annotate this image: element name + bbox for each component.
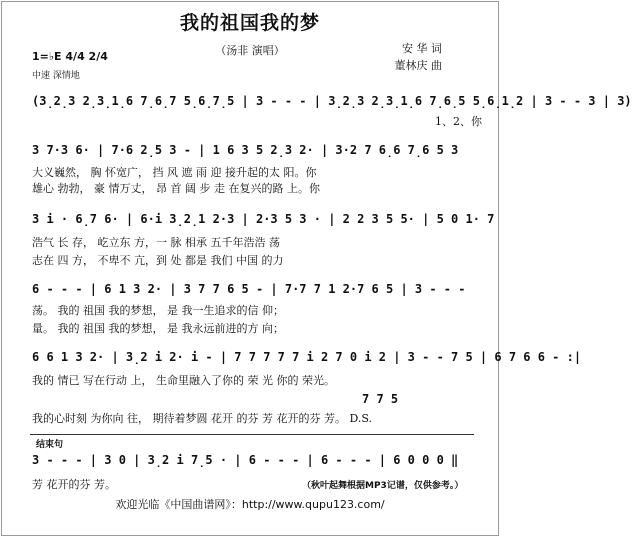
notation-line: 7 7 5 bbox=[362, 392, 399, 406]
lyric-line: 志在 四 方， 不卑不 亢，到 处 都是 我们 中国 的力 bbox=[32, 254, 284, 267]
lyric-line: 浩气 长 存， 屹立东 方，一 脉 相承 五千年浩浩 荡 bbox=[32, 236, 280, 249]
notation-line: 3 7·3 6· | 7·6 2̣5 3 - | 1 6 3 5 2̣3 2· | 3·2 7 6̣6 7̣6 5 3 bbox=[32, 143, 459, 157]
composer-credit: 董林庆 曲 bbox=[394, 59, 442, 72]
lyric-line: 1、2、你 bbox=[435, 115, 482, 128]
site-footer: 欢迎光临《中国曲谱网》：http://www.qupu123.com/ bbox=[115, 498, 385, 511]
performer-credit: （汤非 演唱） bbox=[215, 44, 285, 57]
lyric-line: 荡。 我的 祖国 我的梦想， 是 我一生追求的信 仰； bbox=[32, 304, 284, 317]
tempo-marking: 中速 深情地 bbox=[32, 71, 80, 81]
lyric-line: 量。 我的 祖国 我的梦想， 是 我永远前进的方 向； bbox=[32, 322, 284, 335]
coda-label: 结束句 bbox=[36, 440, 64, 450]
notation-line: (3̣2̣3 2̣3̣1̣6 7̣6̣7 5̣6̣7̣5 | 3 - - - | 3̣2̣3 2̣3̣1̣6 7̣6̣5 5̣6̣1̣2 | 3 - - 3 | 3) bbox=[32, 94, 632, 108]
lyric-line: 雄心 勃勃， 豪 情万丈， 昂 首 阔 步 走 在复兴的路 上。你 bbox=[32, 182, 320, 195]
key-signature: 1=♭E 4/4 2/4 bbox=[32, 50, 108, 63]
section-rule bbox=[30, 434, 474, 435]
lyricist-credit: 安 华 词 bbox=[402, 42, 442, 55]
lyric-line: 我的 情已 写在行动 上， 生命里融入了你的 荣 光 你的 荣光。 bbox=[32, 374, 335, 387]
transcription-note: （秋叶起舞根据MP3记谱，仅供参考。） bbox=[302, 481, 464, 491]
notation-line: 6 6 1 3 2· | 3̣2 i 2· i - | 7 7 7 7 7 i 2 7 0 i 2 | 3 - - 7 5 | 6 7 6 6 - :| bbox=[32, 350, 582, 364]
author-credits bbox=[395, 40, 443, 74]
lyric-line: 芳 花开的芬 芳。 bbox=[32, 478, 116, 491]
lyric-line: 大义巍然， 胸 怀宽广， 挡 风 遮 雨 迎 接升起的太 阳。你 bbox=[32, 166, 317, 179]
notation-line: 3 i · 6̣7 6· | 6·i 3̣2̣1 2·3 | 2·3 5 3 · | 2 2 3 5 5· | 5 0 1· 7 bbox=[32, 212, 495, 226]
notation-line: 3 - - - | 3 0 | 3̣2 i 7̣5 · | 6 - - - | 6 - - - | 6 0 0 0 ‖ bbox=[32, 453, 459, 467]
notation-line: 6 - - - | 6 1 3 2· | 3 7 7 6 5 - | 7·7 7 1 2·7 6 5 | 3 - - - bbox=[32, 282, 466, 296]
song-title: 我的祖国我的梦 bbox=[179, 12, 320, 34]
score-sheet bbox=[1, 1, 632, 536]
lyric-line: 我的心时刻 为你向 往， 期待着梦圆 花开 的芬 芳 花开的芬 芳。 D.S. bbox=[32, 412, 373, 425]
